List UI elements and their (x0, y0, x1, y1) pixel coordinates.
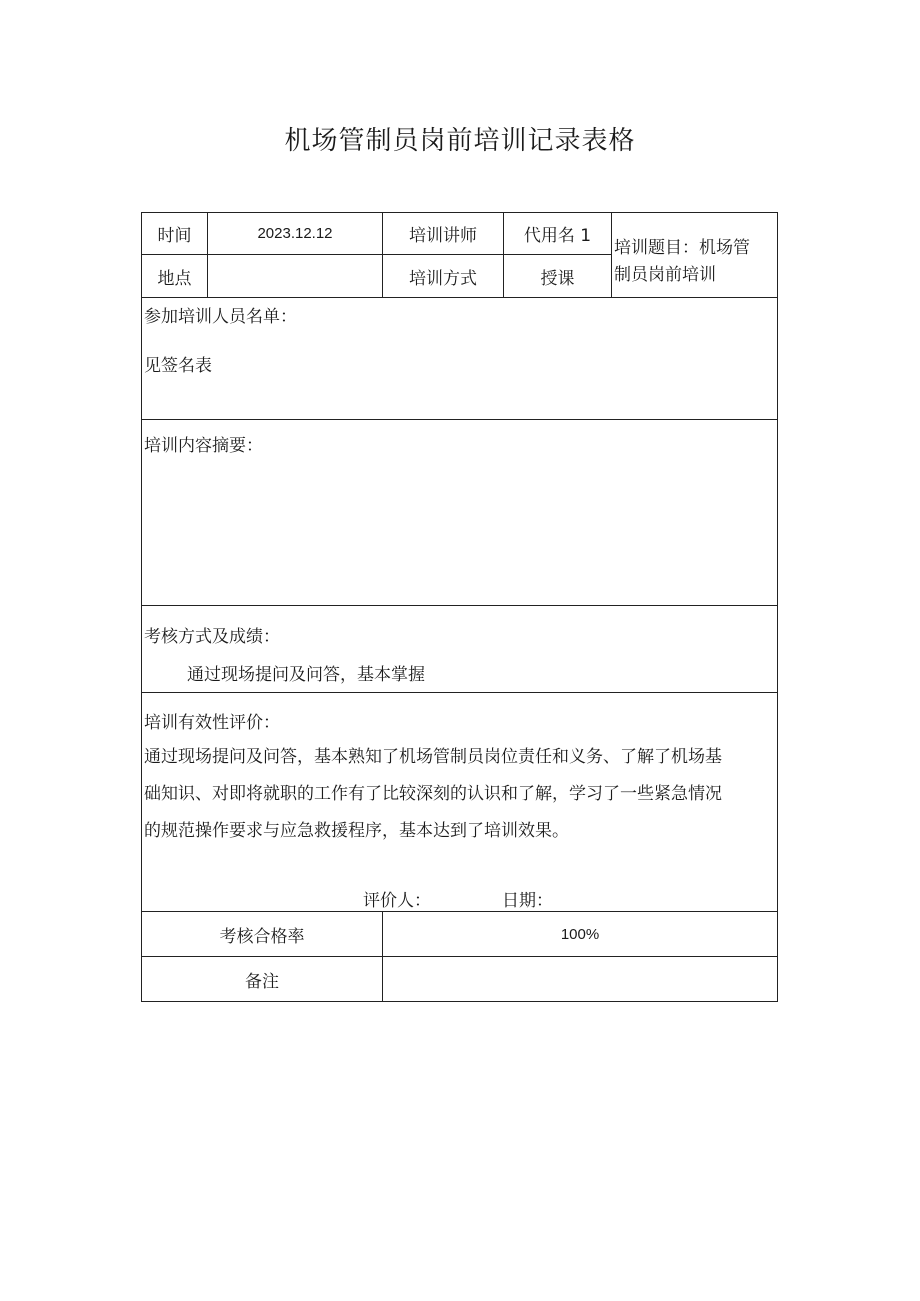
table-border-left (141, 212, 142, 1001)
participants-value: 见签名表 (144, 356, 212, 376)
page-title: 机场管制员岗前培训记录表格 (284, 126, 636, 156)
evaluation-line: 础知识、对即将就职的工作有了比较深刻的认识和了解，学习了一些紧急情况 (144, 784, 722, 804)
pass-rate-label: 考核合格率 (219, 926, 305, 947)
location-value (208, 255, 382, 297)
instructor-label: 培训讲师 (409, 226, 477, 246)
evaluator-label: 评价人： (363, 891, 431, 911)
assessment-value: 通过现场提问及问答，基本掌握 (187, 665, 425, 685)
assessment-label: 考核方式及成绩： (144, 627, 280, 647)
topic-line-1: 培训题目：机场管 (614, 238, 750, 258)
col-divider (611, 212, 612, 297)
table-border-right (777, 212, 778, 1001)
row-divider (141, 605, 778, 606)
content-summary-label: 培训内容摘要： (144, 436, 263, 456)
row-divider (141, 419, 778, 420)
location-label: 地点 (157, 268, 192, 289)
pass-rate-value: 100% (560, 925, 600, 943)
topic-line-2: 制员岗前培训 (614, 265, 716, 285)
row-divider (141, 692, 778, 693)
date-label: 日期： (502, 891, 553, 911)
method-value: 授课 (540, 268, 575, 289)
time-value: 2023.12.12 (257, 225, 333, 242)
method-label: 培训方式 (409, 268, 477, 289)
instructor-value: 代用名 1 (523, 226, 592, 246)
row-divider (141, 297, 778, 298)
evaluation-line: 通过现场提问及问答，基本熟知了机场管制员岗位责任和义务、了解了机场基 (144, 747, 722, 767)
remarks-value (383, 957, 777, 1001)
table-border-bottom (141, 1001, 778, 1002)
remarks-label: 备注 (245, 971, 279, 992)
time-label: 时间 (157, 226, 192, 246)
evaluation-line: 的规范操作要求与应急救援程序，基本达到了培训效果。 (144, 821, 569, 841)
participants-label: 参加培训人员名单： (144, 307, 297, 327)
evaluation-label: 培训有效性评价： (144, 713, 280, 733)
